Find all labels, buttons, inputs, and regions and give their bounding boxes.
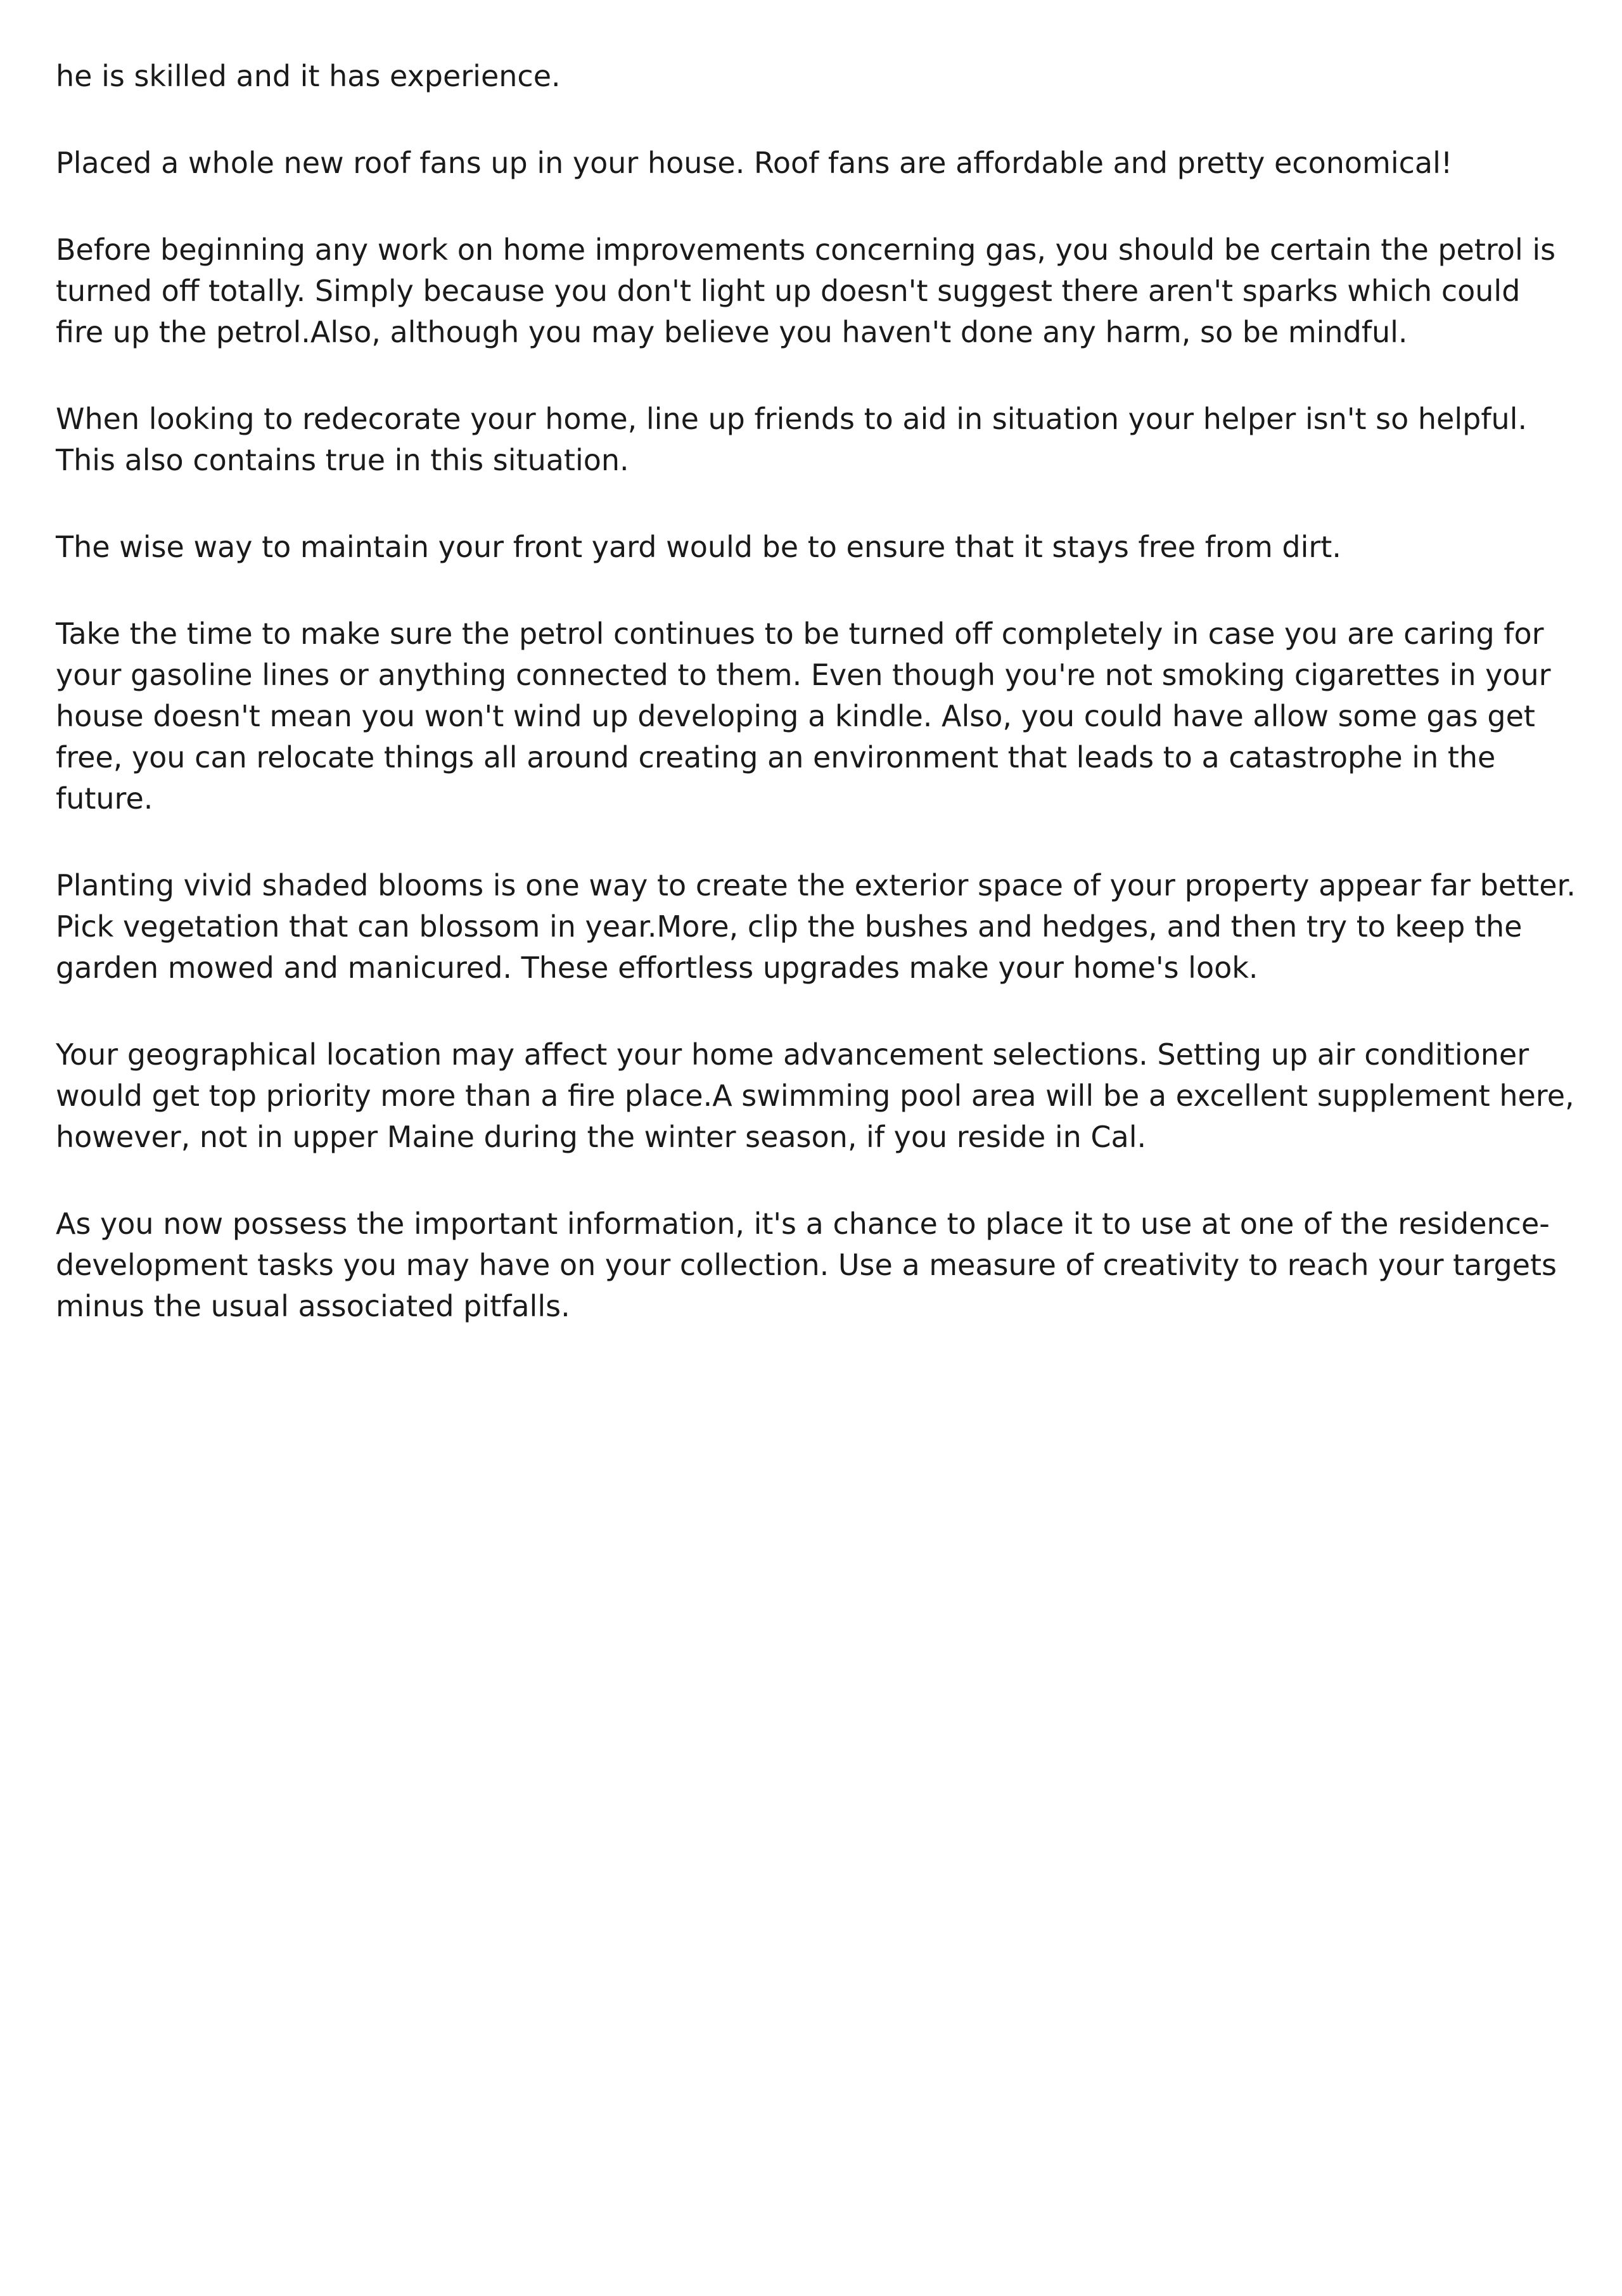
document-body <box>56 56 1576 1373</box>
paragraph-7: Planting vivid shaded blooms is one way to create the exterior space of your property appear far better. Pick vegetation that can blossom in year.More, clip the bushes and hedges, and then try to keep the garden mowed and manicured. These effortless upgrades make your home's look. <box>56 868 1576 985</box>
paragraph-1: he is skilled and it has experience. <box>56 59 561 93</box>
paragraph-4: When looking to redecorate your home, line up friends to aid in situation your helper isn't so helpful. This also contains true in this situation. <box>56 402 1528 477</box>
paragraph-3: Before beginning any work on home improvements concerning gas, you should be certain the petrol is turned off totally. Simply because you don't light up doesn't suggest there aren't sparks which could fire up the petrol.Also, although you may believe you haven't done any harm, so be mindful. <box>56 233 1556 349</box>
paragraph-9: As you now possess the important information, it's a chance to place it to use at one of the residence-development tasks you may have on your collection. Use a measure of creativity to reach your targets minus the usual associated pitfalls. <box>56 1207 1557 1323</box>
paragraph-2: Placed a whole new roof fans up in your house. Roof fans are affordable and pretty economical! <box>56 146 1453 180</box>
paragraph-5: The wise way to maintain your front yard would be to ensure that it stays free from dirt. <box>56 530 1341 564</box>
paragraph-6: Take the time to make sure the petrol continues to be turned off completely in case you are caring for your gasoline lines or anything connected to them. Even though you're not smoking cigarettes in your house doesn't mean you won't wind up developing a kindle. Also, you could have allow some gas get free, you can relocate things all around creating an environment that leads to a catastrophe in the future. <box>56 617 1551 816</box>
paragraph-8: Your geographical location may affect your home advancement selections. Setting up air conditioner would get top priority more than a fire place.A swimming pool area will be a excellent supplement here, however, not in upper Maine during the winter season, if you reside in Cal. <box>56 1037 1574 1154</box>
